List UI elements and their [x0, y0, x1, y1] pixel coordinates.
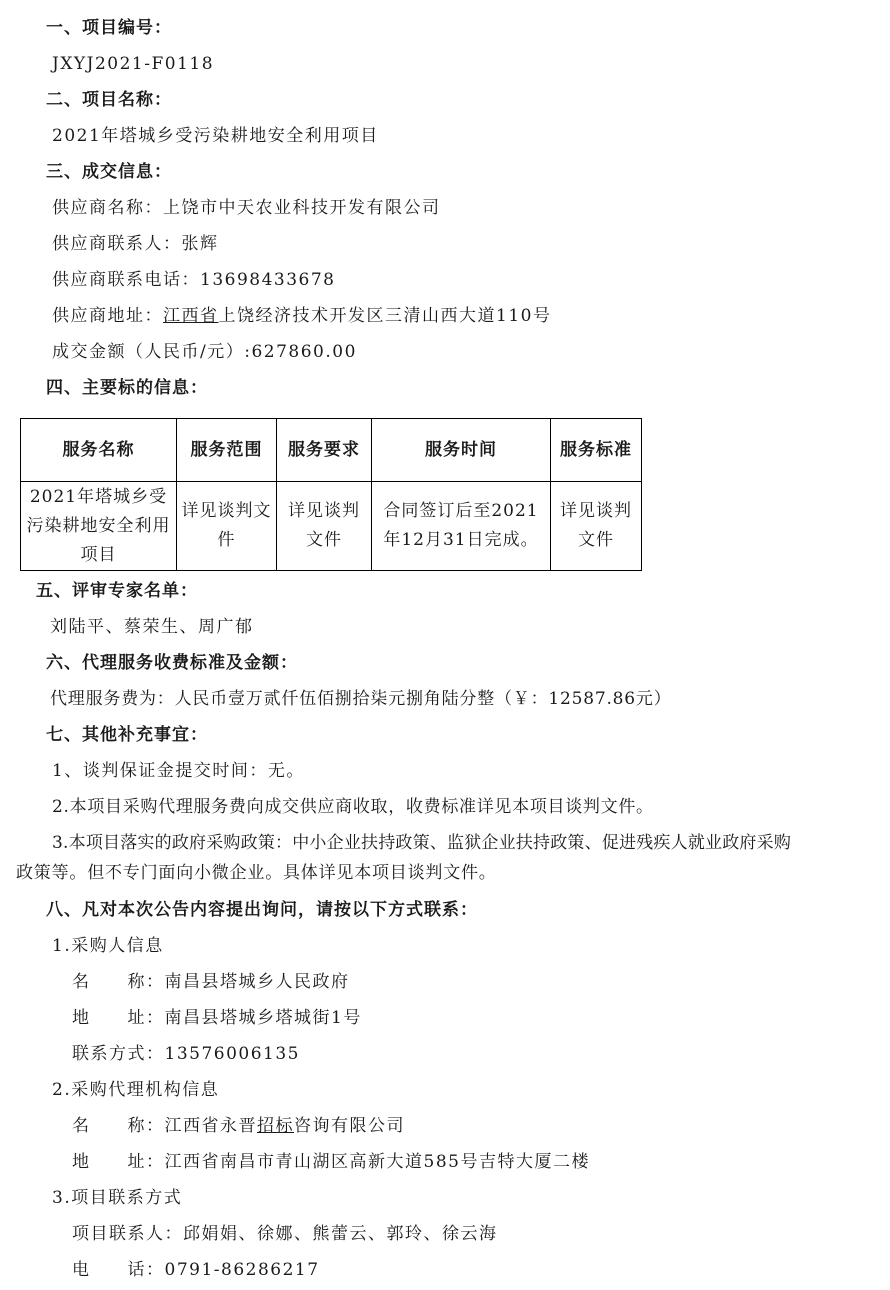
note-3-line-1: 3.本项目落实的政府采购政策：中小企业扶持政策、监狱企业扶持政策、促进残疾人就业政府采购 [52, 833, 792, 853]
header-service-scope: 服务范围 [177, 419, 277, 482]
supplier-address [52, 305, 551, 327]
cell-service-time: 合同签订后至2021年12月31日完成。 [372, 482, 551, 571]
cell-service-name: 2021年塔城乡受污染耕地安全利用项目 [21, 482, 177, 571]
header-service-name: 服务名称 [21, 419, 177, 482]
project-number: JXYJ2021-F0118 [52, 54, 215, 74]
supplier-contact: 供应商联系人：张辉 [52, 234, 219, 254]
purchaser-contact: 联系方式：13576006135 [72, 1044, 300, 1064]
agency-name [72, 1115, 405, 1137]
agency-name-rest: 咨询有限公司 [294, 1116, 405, 1136]
section-4-heading: 四、主要标的信息： [46, 378, 208, 398]
table-row [21, 482, 642, 571]
agency-name-prefix: 名 称：江西省永晋 [72, 1116, 257, 1136]
section-8-heading: 八、凡对本次公告内容提出询问，请按以下方式联系： [46, 900, 478, 920]
agency-address: 地 址：江西省南昌市青山湖区高新大道585号吉特大厦二楼 [72, 1152, 590, 1172]
supplier-phone: 供应商联系电话：13698433678 [52, 270, 336, 290]
section-2-heading: 二、项目名称： [46, 90, 172, 110]
section-5-heading: 五、评审专家名单： [36, 581, 198, 601]
supplier-address-value: 上饶经济技术开发区三清山西大道110号 [218, 306, 552, 326]
project-contact-title: 3.项目联系方式 [52, 1188, 183, 1208]
note-3-line-2: 政策等。但不专门面向小微企业。具体详见本项目谈判文件。 [16, 863, 497, 883]
cell-service-requirement: 详见谈判文件 [277, 482, 372, 571]
purchaser-name: 名 称：南昌县塔城乡人民政府 [72, 972, 350, 992]
agency-fee: 代理服务费为：人民币壹万贰仟伍佰捌拾柒元捌角陆分整（￥：12587.86元） [50, 689, 672, 709]
note-2: 2.本项目采购代理服务费向成交供应商收取，收费标准详见本项目谈判文件。 [52, 797, 654, 817]
section-3-heading: 三、成交信息： [46, 162, 172, 182]
section-1-heading: 一、项目编号： [46, 18, 172, 38]
service-table [20, 418, 642, 571]
agency-title: 2.采购代理机构信息 [52, 1080, 220, 1100]
header-service-requirement: 服务要求 [277, 419, 372, 482]
project-name: 2021年塔城乡受污染耕地安全利用项目 [52, 126, 379, 146]
purchaser-address: 地 址：南昌县塔城乡塔城街1号 [72, 1008, 362, 1028]
supplier-address-label: 供应商地址： [52, 306, 163, 326]
section-6-heading: 六、代理服务收费标准及金额： [46, 653, 298, 673]
bidding-link[interactable]: 招标 [257, 1116, 294, 1136]
table-header-row [21, 419, 642, 482]
province-link[interactable]: 江西省 [163, 306, 219, 326]
cell-service-scope: 详见谈判文件 [177, 482, 277, 571]
purchaser-title: 1.采购人信息 [52, 936, 164, 956]
note-1: 1、谈判保证金提交时间：无。 [52, 761, 305, 781]
project-contacts: 项目联系人：邱娟娟、徐娜、熊蕾云、郭玲、徐云海 [72, 1224, 498, 1244]
header-service-standard: 服务标准 [551, 419, 642, 482]
cell-service-standard: 详见谈判文件 [551, 482, 642, 571]
section-7-heading: 七、其他补充事宜： [46, 725, 208, 745]
project-phone: 电 话：0791-86286217 [72, 1260, 320, 1280]
supplier-name: 供应商名称：上饶市中天农业科技开发有限公司 [52, 198, 441, 218]
header-service-time: 服务时间 [372, 419, 551, 482]
deal-amount: 成交金额（人民币/元）:627860.00 [52, 342, 357, 362]
expert-list: 刘陆平、蔡荣生、周广郁 [50, 617, 254, 637]
